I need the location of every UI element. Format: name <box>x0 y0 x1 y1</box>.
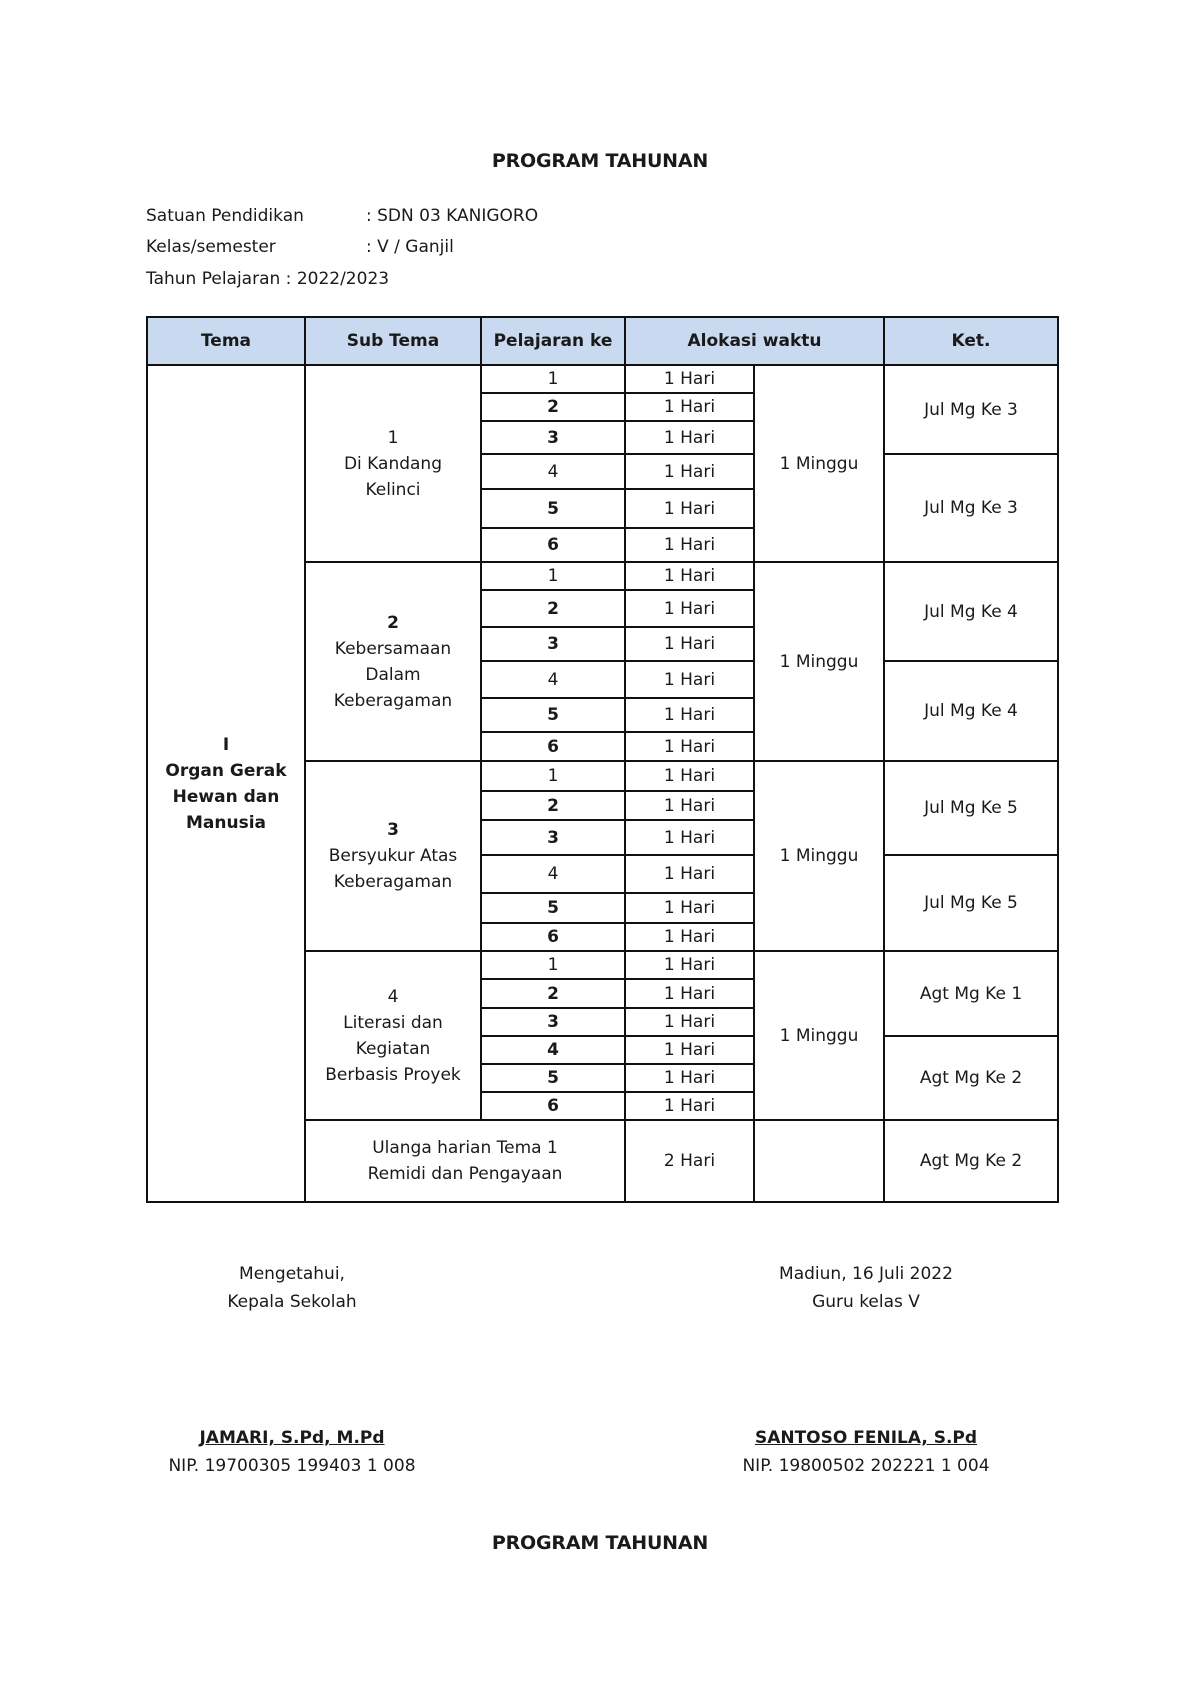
lesson-number: 5 <box>481 698 625 732</box>
subtema-title-line: Dalam <box>365 664 421 685</box>
tema-num: I <box>222 734 230 755</box>
lesson-duration: 1 Hari <box>625 791 754 820</box>
lesson-duration: 1 Hari <box>625 627 754 661</box>
lesson-duration: 1 Hari <box>625 421 754 454</box>
lesson-number: 1 <box>481 761 625 791</box>
lesson-duration: 1 Hari <box>625 855 754 893</box>
lesson-number: 5 <box>481 893 625 923</box>
lesson-number: 2 <box>481 791 625 820</box>
ket-cell: Jul Mg Ke 3 <box>884 365 1058 454</box>
sig-left-line1: Mengetahui, <box>239 1264 345 1284</box>
ket-cell: Jul Mg Ke 3 <box>884 454 1058 562</box>
subtema-num: 2 <box>387 612 399 633</box>
tema-line2: Hewan dan <box>172 786 280 807</box>
lesson-duration: 1 Hari <box>625 454 754 489</box>
lesson-number: 4 <box>481 1036 625 1064</box>
lesson-duration: 1 Hari <box>625 698 754 732</box>
page-title: PROGRAM TAHUNAN <box>491 150 709 172</box>
week-allocation: 1 Minggu <box>754 951 884 1120</box>
subtema-title-line: Keberagaman <box>333 690 453 711</box>
program-table <box>146 316 1059 1203</box>
lesson-number: 4 <box>481 454 625 489</box>
header-sub-tema: Sub Tema <box>305 317 481 365</box>
sig-right-name: SANTOSO FENILA, S.Pd <box>754 1428 978 1448</box>
sig-right-line2: Guru kelas V <box>812 1292 920 1312</box>
week-allocation: 1 Minggu <box>754 761 884 951</box>
signature-left <box>112 1260 472 1316</box>
lesson-duration: 1 Hari <box>625 562 754 590</box>
ulangan-waktu: 2 Hari <box>625 1120 754 1202</box>
ket-cell: Agt Mg Ke 1 <box>884 951 1058 1036</box>
subtema-title-line: Berbasis Proyek <box>325 1064 461 1085</box>
ulangan-empty <box>754 1120 884 1202</box>
signature-left-name <box>112 1424 472 1480</box>
subtema-cell <box>305 562 481 761</box>
lesson-number: 5 <box>481 489 625 528</box>
header-ket: Ket. <box>884 317 1058 365</box>
week-allocation: 1 Minggu <box>754 365 884 562</box>
lesson-number: 1 <box>481 365 625 393</box>
subtema-title-line: Di Kandang <box>343 453 443 474</box>
subtema-title-line: Keberagaman <box>333 872 453 892</box>
lesson-number: 6 <box>481 732 625 761</box>
lesson-number: 6 <box>481 1092 625 1120</box>
footer-title: PROGRAM TAHUNAN <box>491 1532 709 1554</box>
lesson-number: 3 <box>481 627 625 661</box>
ulangan-line1: Ulanga harian Tema 1 <box>372 1138 558 1158</box>
lesson-duration: 1 Hari <box>625 951 754 979</box>
subtema-title-line: Kelinci <box>365 479 421 500</box>
lesson-number: 3 <box>481 820 625 855</box>
subtema-cell <box>305 761 481 951</box>
signature-right <box>686 1260 1046 1316</box>
satuan-label: Satuan Pendidikan <box>146 206 304 226</box>
lesson-number: 2 <box>481 979 625 1008</box>
kelas-value: : V / Ganjil <box>366 237 454 257</box>
lesson-duration: 1 Hari <box>625 893 754 923</box>
lesson-number: 1 <box>481 562 625 590</box>
subtema-cell <box>305 365 481 562</box>
subtema-title-line: Bersyukur Atas <box>328 846 458 866</box>
lesson-duration: 1 Hari <box>625 923 754 951</box>
sig-left-line2: Kepala Sekolah <box>227 1292 357 1312</box>
lesson-duration: 1 Hari <box>625 1008 754 1036</box>
lesson-duration: 1 Hari <box>625 489 754 528</box>
header-pelajaran-ke: Pelajaran ke <box>481 317 625 365</box>
lesson-duration: 1 Hari <box>625 661 754 698</box>
lesson-duration: 1 Hari <box>625 732 754 761</box>
lesson-number: 4 <box>481 661 625 698</box>
ket-cell: Agt Mg Ke 2 <box>884 1036 1058 1120</box>
lesson-duration: 1 Hari <box>625 365 754 393</box>
lesson-duration: 1 Hari <box>625 1036 754 1064</box>
table-row <box>147 365 1058 393</box>
lesson-number: 5 <box>481 1064 625 1092</box>
ket-cell: Jul Mg Ke 5 <box>884 855 1058 951</box>
lesson-number: 3 <box>481 1008 625 1036</box>
sig-right-nip: NIP. 19800502 202221 1 004 <box>742 1456 990 1476</box>
lesson-number: 2 <box>481 393 625 421</box>
lesson-number: 4 <box>481 855 625 893</box>
ket-cell: Jul Mg Ke 5 <box>884 761 1058 855</box>
sig-left-nip: NIP. 19700305 199403 1 008 <box>168 1456 416 1476</box>
sig-right-line1: Madiun, 16 Juli 2022 <box>779 1264 953 1284</box>
lesson-duration: 1 Hari <box>625 590 754 627</box>
lesson-number: 2 <box>481 590 625 627</box>
lesson-number: 6 <box>481 528 625 562</box>
subtema-num: 1 <box>387 427 399 448</box>
subtema-title-line: Literasi dan <box>343 1012 443 1033</box>
lesson-number: 3 <box>481 421 625 454</box>
subtema-num: 3 <box>387 820 399 840</box>
tema-cell <box>147 365 305 1202</box>
subtema-num: 4 <box>387 986 399 1007</box>
tema-line3: Manusia <box>185 812 266 833</box>
lesson-duration: 1 Hari <box>625 528 754 562</box>
subtema-cell <box>305 951 481 1120</box>
lesson-duration: 1 Hari <box>625 761 754 791</box>
lesson-number: 1 <box>481 951 625 979</box>
lesson-number: 6 <box>481 923 625 951</box>
ket-cell: Jul Mg Ke 4 <box>884 562 1058 661</box>
ulangan-cell <box>305 1120 625 1202</box>
lesson-duration: 1 Hari <box>625 1092 754 1120</box>
ulangan-ket: Agt Mg Ke 2 <box>884 1120 1058 1202</box>
ket-cell: Jul Mg Ke 4 <box>884 661 1058 761</box>
sig-left-name: JAMARI, S.Pd, M.Pd <box>199 1428 385 1448</box>
tahun-text: Tahun Pelajaran : 2022/2023 <box>146 269 390 289</box>
header-tema: Tema <box>147 317 305 365</box>
subtema-title-line: Kebersamaan <box>334 638 452 659</box>
lesson-duration: 1 Hari <box>625 1064 754 1092</box>
lesson-duration: 1 Hari <box>625 820 754 855</box>
table-header-row <box>147 317 1058 365</box>
week-allocation: 1 Minggu <box>754 562 884 761</box>
signature-right-name <box>686 1424 1046 1480</box>
header-alokasi-waktu: Alokasi waktu <box>625 317 884 365</box>
lesson-duration: 1 Hari <box>625 979 754 1008</box>
satuan-value: : SDN 03 KANIGORO <box>366 206 539 226</box>
tema-line1: Organ Gerak <box>165 760 287 781</box>
subtema-title-line: Kegiatan <box>355 1038 431 1059</box>
ulangan-line2: Remidi dan Pengayaan <box>367 1164 563 1184</box>
kelas-label: Kelas/semester <box>146 237 276 257</box>
lesson-duration: 1 Hari <box>625 393 754 421</box>
